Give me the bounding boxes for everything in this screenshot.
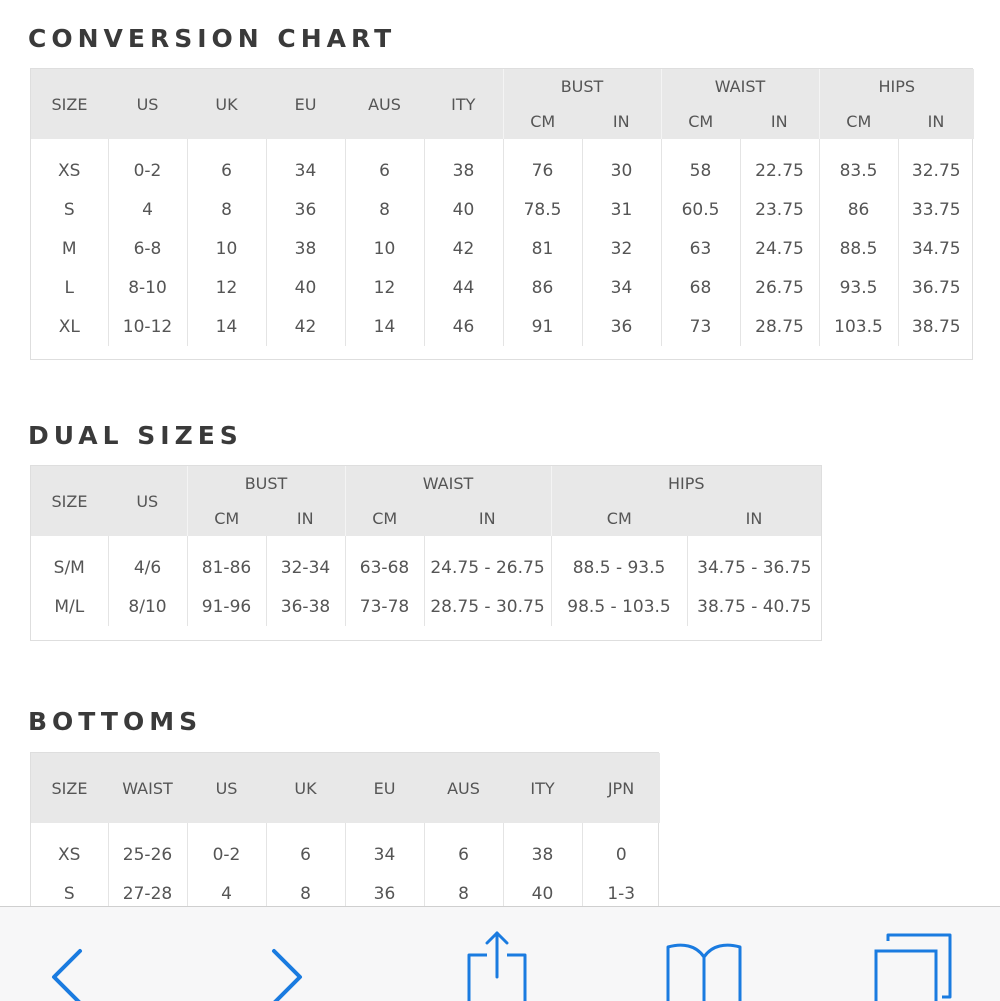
bottoms-title: BOTTOMS	[28, 707, 203, 736]
col-waist-in: IN	[740, 104, 819, 139]
table-row	[31, 835, 660, 874]
chevron-right-icon	[250, 931, 330, 1001]
col-us: US	[108, 466, 187, 536]
table-cell: XL	[58, 316, 80, 337]
table-cell: 25-26	[108, 835, 187, 874]
table-cell: 38	[424, 151, 503, 190]
table-cell: 40	[266, 268, 345, 307]
table-cell: 46	[424, 307, 503, 346]
table-cell: 63	[661, 229, 740, 268]
table-cell: S	[63, 199, 75, 220]
share-button[interactable]	[457, 931, 537, 1001]
table-cell: 42	[266, 307, 345, 346]
col-waist: WAIST	[661, 69, 819, 104]
dual-sizes-title: DUAL SIZES	[28, 421, 243, 450]
table-cell: 86	[819, 190, 898, 229]
table-cell: M/L	[54, 596, 85, 617]
table-cell: 8	[187, 190, 266, 229]
table-cell: S/M	[53, 557, 85, 578]
table-cell: 8	[266, 874, 345, 913]
col-bust: BUST	[187, 466, 345, 501]
col-header: JPN	[582, 753, 660, 823]
table-cell: 30	[582, 151, 661, 190]
col-hips-in: IN	[687, 501, 821, 536]
table-cell: 6	[345, 151, 424, 190]
col-waist-cm: CM	[661, 104, 740, 139]
col-waist: WAIST	[345, 466, 551, 501]
table-cell: 26.75	[740, 268, 819, 307]
col-hips-in: IN	[898, 104, 974, 139]
table-cell: 12	[345, 268, 424, 307]
table-row	[31, 587, 821, 626]
table-cell: 4	[108, 190, 187, 229]
table-cell: 76	[503, 151, 582, 190]
table-cell: 4	[187, 874, 266, 913]
table-cell: 63-68	[345, 548, 424, 587]
table-cell: 10	[187, 229, 266, 268]
table-cell: 33.75	[898, 190, 974, 229]
bottoms-table	[30, 752, 659, 922]
table-cell: 32	[582, 229, 661, 268]
col-waist-in: IN	[424, 501, 551, 536]
col-header: ITY	[503, 753, 582, 823]
table-cell: 91	[503, 307, 582, 346]
table-row	[31, 307, 974, 346]
table-cell: 36-38	[266, 587, 345, 626]
table-cell: 8	[345, 190, 424, 229]
col-header: WAIST	[108, 753, 187, 823]
tabs-icon	[872, 931, 952, 1001]
tabs-button[interactable]	[872, 931, 952, 1001]
table-cell: 36	[582, 307, 661, 346]
col-header: SIZE	[31, 753, 108, 823]
table-cell: 8-10	[108, 268, 187, 307]
col-header: US	[187, 753, 266, 823]
table-cell: 23.75	[740, 190, 819, 229]
table-cell: 38.75 - 40.75	[687, 587, 821, 626]
table-cell: 34	[345, 835, 424, 874]
table-cell: 34.75	[898, 229, 974, 268]
table-cell: 10-12	[108, 307, 187, 346]
table-cell: 38	[266, 229, 345, 268]
col-eu: EU	[266, 69, 345, 139]
back-button[interactable]	[36, 931, 116, 1001]
col-bust-cm: CM	[503, 104, 582, 139]
table-cell: 32.75	[898, 151, 974, 190]
dual-sizes-table	[30, 465, 822, 641]
table-cell: 24.75 - 26.75	[424, 548, 551, 587]
table-row	[31, 548, 821, 587]
table-cell: 42	[424, 229, 503, 268]
table-row	[31, 151, 974, 190]
col-hips-cm: CM	[819, 104, 898, 139]
browser-toolbar	[0, 906, 1000, 1001]
table-cell: 22.75	[740, 151, 819, 190]
col-hips: HIPS	[551, 466, 821, 501]
col-waist-cm: CM	[345, 501, 424, 536]
table-cell: 10	[345, 229, 424, 268]
table-cell: 88.5	[819, 229, 898, 268]
chevron-left-icon	[36, 931, 116, 1001]
share-icon	[457, 931, 537, 1001]
table-cell: 68	[661, 268, 740, 307]
col-size: SIZE	[31, 69, 108, 139]
table-cell: 36	[266, 190, 345, 229]
table-cell: 28.75	[740, 307, 819, 346]
col-aus: AUS	[345, 69, 424, 139]
table-cell: 28.75 - 30.75	[424, 587, 551, 626]
table-cell: 8/10	[108, 587, 187, 626]
col-header: AUS	[424, 753, 503, 823]
table-cell: 103.5	[819, 307, 898, 346]
table-cell: 83.5	[819, 151, 898, 190]
table-cell: 1-3	[582, 874, 660, 913]
table-cell: 36	[345, 874, 424, 913]
table-cell: 38.75	[898, 307, 974, 346]
table-cell: 36.75	[898, 268, 974, 307]
table-cell: 34.75 - 36.75	[687, 548, 821, 587]
table-cell: XS	[58, 844, 81, 865]
table-cell: 73	[661, 307, 740, 346]
table-cell: 86	[503, 268, 582, 307]
table-cell: 81	[503, 229, 582, 268]
table-cell: 6	[424, 835, 503, 874]
table-cell: 34	[266, 151, 345, 190]
table-cell: 31	[582, 190, 661, 229]
table-cell: L	[64, 277, 74, 298]
table-cell: 4/6	[108, 548, 187, 587]
bookmarks-icon	[664, 931, 744, 1001]
table-row	[31, 229, 974, 268]
col-bust: BUST	[503, 69, 661, 104]
table-cell: 0-2	[108, 151, 187, 190]
table-cell: 6-8	[108, 229, 187, 268]
conversion-chart-title: CONVERSION CHART	[28, 24, 397, 53]
table-cell: 88.5 - 93.5	[551, 548, 687, 587]
table-cell: M	[61, 238, 77, 259]
conversion-chart-table	[30, 68, 973, 360]
table-cell: 91-96	[187, 587, 266, 626]
table-cell: 8	[424, 874, 503, 913]
table-cell: XS	[58, 160, 81, 181]
table-cell: 40	[503, 874, 582, 913]
col-header: UK	[266, 753, 345, 823]
table-cell: 14	[345, 307, 424, 346]
col-us: US	[108, 69, 187, 139]
table-cell: 14	[187, 307, 266, 346]
col-header: EU	[345, 753, 424, 823]
table-cell: 32-34	[266, 548, 345, 587]
table-cell: 0	[582, 835, 660, 874]
table-cell: 27-28	[108, 874, 187, 913]
col-hips-cm: CM	[551, 501, 687, 536]
col-bust-cm: CM	[187, 501, 266, 536]
table-cell: S	[63, 883, 75, 904]
table-cell: 78.5	[503, 190, 582, 229]
table-cell: 40	[424, 190, 503, 229]
table-cell: 12	[187, 268, 266, 307]
table-row	[31, 190, 974, 229]
table-cell: 44	[424, 268, 503, 307]
bookmarks-button[interactable]	[664, 931, 744, 1001]
table-cell: 34	[582, 268, 661, 307]
table-row	[31, 268, 974, 307]
table-cell: 58	[661, 151, 740, 190]
table-cell: 73-78	[345, 587, 424, 626]
col-uk: UK	[187, 69, 266, 139]
col-hips: HIPS	[819, 69, 974, 104]
col-bust-in: IN	[582, 104, 661, 139]
table-cell: 60.5	[661, 190, 740, 229]
forward-button[interactable]	[250, 931, 330, 1001]
table-cell: 6	[187, 151, 266, 190]
col-bust-in: IN	[266, 501, 345, 536]
table-cell: 24.75	[740, 229, 819, 268]
table-cell: 38	[503, 835, 582, 874]
table-cell: 0-2	[187, 835, 266, 874]
table-cell: 93.5	[819, 268, 898, 307]
table-cell: 98.5 - 103.5	[551, 587, 687, 626]
col-size: SIZE	[31, 466, 108, 536]
table-cell: 6	[266, 835, 345, 874]
col-ity: ITY	[424, 69, 503, 139]
table-cell: 81-86	[187, 548, 266, 587]
